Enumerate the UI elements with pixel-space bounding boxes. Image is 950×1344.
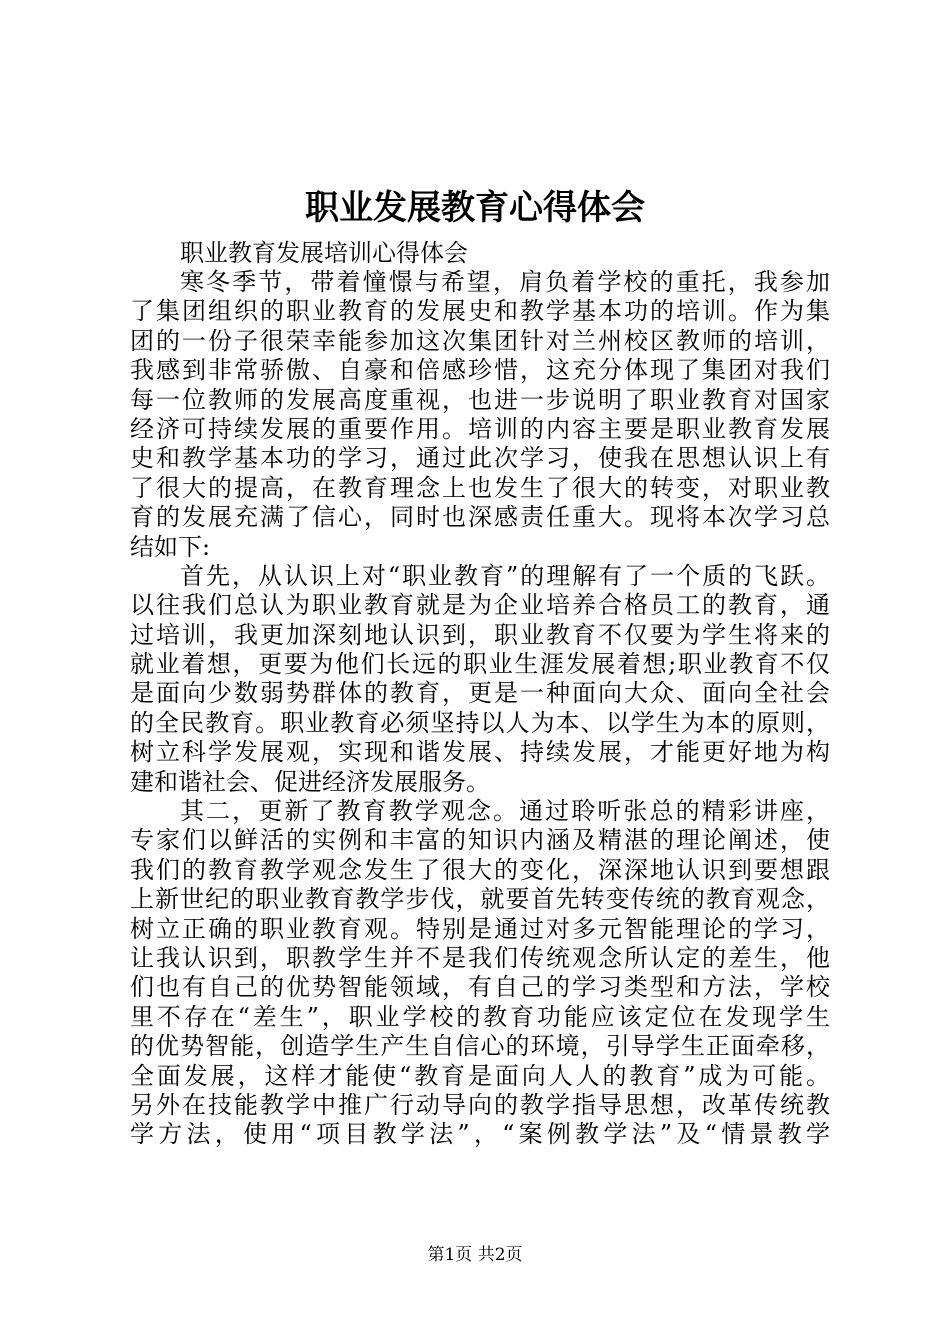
document-subtitle: 职业教育发展培训心得体会 — [180, 239, 468, 267]
document-title: 职业发展教育心得体会 — [305, 188, 645, 228]
body-line: 树立正确的职业教育观。特别是通过对多元智能理论的学习， — [130, 914, 830, 943]
body-line: 了很大的提高，在教育理念上也发生了很大的转变，对职业教 — [130, 473, 830, 502]
body-line: 里不存在“差生”，职业学校的教育功能应该定位在发现学生 — [130, 1002, 830, 1031]
body-line: 全面发展，这样才能使“教育是面向人人的教育”成为可能。 — [130, 1061, 830, 1090]
document-body — [130, 268, 830, 1150]
body-line: 的优势智能，创造学生产生自信心的环境，引导学生正面牵移， — [130, 1032, 830, 1061]
body-line: 过培训，我更加深刻地认识到，职业教育不仅要为学生将来的 — [130, 620, 830, 649]
page-number-footer: 第1页 共2页 — [427, 1245, 523, 1265]
body-line: 以往我们总认为职业教育就是为企业培养合格员工的教育，通 — [130, 591, 830, 620]
body-line: 首先，从认识上对“职业教育”的理解有了一个质的飞跃。 — [180, 561, 830, 590]
body-line: 另外在技能教学中推广行动导向的教学指导思想，改革传统教 — [130, 1090, 830, 1119]
body-line: 每一位教师的发展高度重视，也进一步说明了职业教育对国家 — [130, 385, 830, 414]
body-line: 学方法，使用“项目教学法”，“案例教学法”及“情景教学 — [130, 1120, 830, 1149]
body-line: 树立科学发展观，实现和谐发展、持续发展，才能更好地为构 — [130, 738, 830, 767]
body-line: 就业着想，更要为他们长远的职业生涯发展着想;职业教育不仅 — [130, 650, 830, 679]
body-line: 团的一份子很荣幸能参加这次集团针对兰州校区教师的培训， — [130, 326, 830, 355]
body-line: 了集团组织的职业教育的发展史和教学基本功的培训。作为集 — [130, 297, 830, 326]
body-line: 让我认识到，职教学生并不是我们传统观念所认定的差生，他 — [130, 943, 830, 972]
body-line: 育的发展充满了信心，同时也深感责任重大。现将本次学习总 — [130, 503, 830, 532]
body-line: 专家们以鲜活的实例和丰富的知识内涵及精湛的理论阐述，使 — [130, 826, 830, 855]
body-line: 是面向少数弱势群体的教育，更是一种面向大众、面向全社会 — [130, 679, 830, 708]
body-line: 们也有自己的优势智能领域，有自己的学习类型和方法，学校 — [130, 973, 830, 1002]
body-line: 史和教学基本功的学习，通过此次学习，使我在思想认识上有 — [130, 444, 830, 473]
body-line: 寒冬季节，带着憧憬与希望，肩负着学校的重托，我参加 — [180, 268, 830, 296]
body-line: 经济可持续发展的重要作用。培训的内容主要是职业教育发展 — [130, 414, 830, 443]
body-line: 我们的教育教学观念发生了很大的变化，深深地认识到要想跟 — [130, 855, 830, 884]
body-line: 的全民教育。职业教育必须坚持以人为本、以学生为本的原则， — [130, 708, 830, 737]
body-line: 我感到非常骄傲、自豪和倍感珍惜，这充分体现了集团对我们 — [130, 356, 830, 385]
body-line: 上新世纪的职业教育教学步伐，就要首先转变传统的教育观念， — [130, 885, 830, 914]
body-line: 结如下: — [130, 532, 211, 561]
body-line: 建和谐社会、促进经济发展服务。 — [130, 767, 490, 796]
body-line: 其二，更新了教育教学观念。通过聆听张总的精彩讲座， — [180, 797, 830, 826]
